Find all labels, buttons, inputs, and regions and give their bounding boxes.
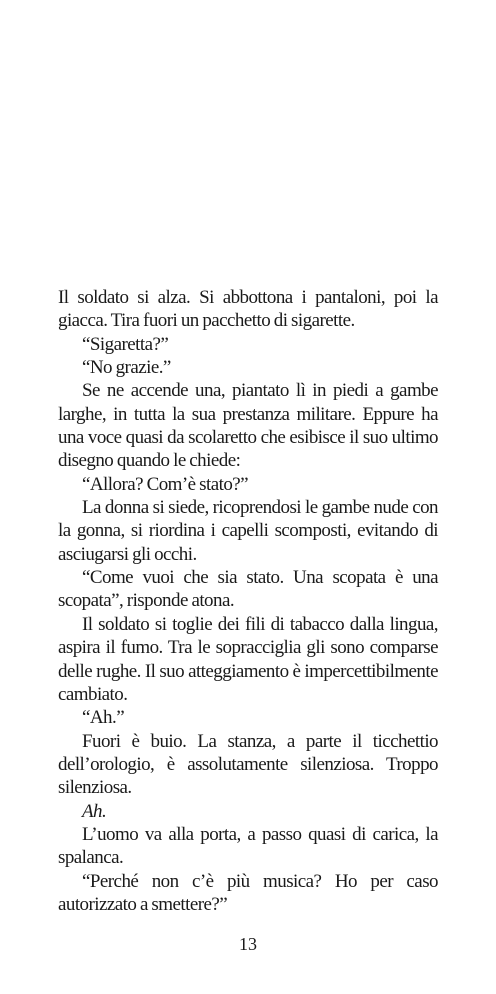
italic-text: Ah. (82, 800, 107, 822)
paragraph-italic (58, 800, 438, 823)
page-body (58, 286, 438, 916)
paragraph: “No grazie.” (82, 357, 171, 379)
paragraph: L’uomo va alla porta, a passo quasi di carica, la spalanca. (58, 823, 438, 869)
paragraph: “Perché non c’è più musica? Ho per caso autorizzato a smettere?” (58, 870, 438, 915)
paragraph: “Ah.” (82, 707, 125, 729)
paragraph: La donna si siede, ricoprendosi le gambe nude con la gonna, si riordina i capelli scomposti, evitando di asciugarsi gli occhi. (58, 497, 438, 565)
paragraph: “Allora? Com’è stato?” (82, 473, 249, 495)
page-number: 13 (239, 934, 257, 954)
paragraph: “Sigaretta?” (82, 333, 169, 355)
paragraph: “Come vuoi che sia stato. Una scopata è una scopata”, risponde atona. (58, 567, 438, 612)
paragraph: Fuori è buio. La stanza, a parte il ticchettio dell’orologio, è assolutamente silenziosa. Troppo silenziosa. (58, 730, 438, 799)
paragraph: Se ne accende una, piantato lì in piedi a gambe larghe, in tutta la sua prestanza militare. Eppure ha una voce quasi da scolaretto che esibisce il suo ultimo disegno quando le chiede: (58, 380, 438, 472)
paragraph: Il soldato si toglie dei fili di tabacco dalla lingua, aspira il fumo. Tra le sopracciglia gli sono comparse delle rughe. Il suo atteggiamento è impercettibilmente cambiato. (58, 613, 438, 705)
paragraph: Il soldato si alza. Si abbottona i pantaloni, poi la giacca. Tira fuori un pacchetto di sigarette. (58, 287, 438, 332)
